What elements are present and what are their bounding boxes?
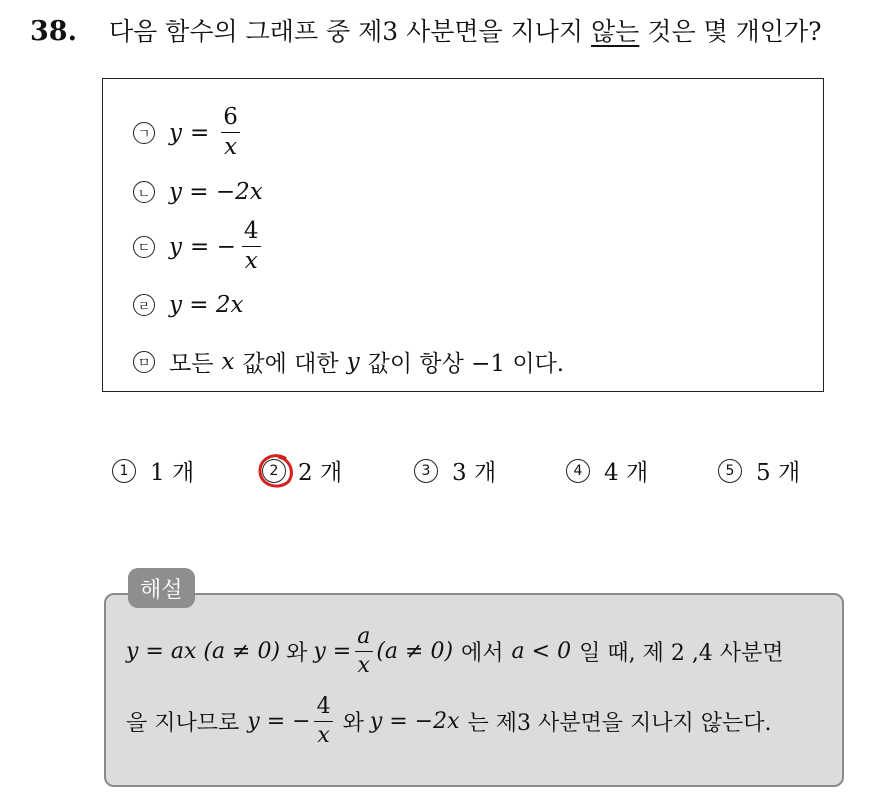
choice-label: 3 개 bbox=[452, 460, 497, 486]
statement-marker: ㅁ bbox=[133, 351, 155, 373]
choice-5[interactable] bbox=[718, 454, 800, 487]
statement-4 bbox=[133, 292, 244, 318]
expl-fraction bbox=[314, 695, 334, 748]
expl-expression: y = ax (a ≠ 0) bbox=[126, 639, 281, 665]
statement-3 bbox=[133, 219, 265, 275]
statement-fraction bbox=[220, 105, 241, 161]
fraction-numerator: 4 bbox=[243, 218, 259, 244]
fraction-denominator: x bbox=[314, 721, 332, 748]
fraction-denominator: x bbox=[355, 651, 373, 678]
expl-text: 와 bbox=[342, 711, 364, 737]
choice-2[interactable] bbox=[262, 454, 342, 487]
statement-eq: = − bbox=[190, 233, 236, 260]
question-heading bbox=[30, 12, 822, 48]
question-text-end: 것은 몇 개인가? bbox=[647, 17, 822, 46]
statement-eq: = bbox=[190, 119, 210, 146]
fraction-denominator: x bbox=[221, 132, 240, 160]
choice-number: 4 bbox=[566, 459, 590, 483]
statement-text: 값이 항상 −1 이다. bbox=[367, 351, 565, 377]
statement-var-y: y bbox=[346, 348, 360, 375]
statement-marker: ㄷ bbox=[133, 236, 155, 258]
fraction-numerator: 6 bbox=[223, 104, 238, 130]
explanation-tab: 해설 bbox=[128, 568, 195, 608]
statements-box bbox=[102, 78, 824, 392]
question-text: 다음 함수의 그래프 중 제3 사분면을 지나지 bbox=[108, 17, 584, 46]
explanation-line-1 bbox=[126, 625, 784, 678]
choice-label: 2 개 bbox=[298, 460, 343, 486]
choice-number bbox=[262, 459, 286, 483]
statement-fraction bbox=[241, 219, 262, 275]
choice-number: 1 bbox=[112, 459, 136, 483]
fraction-denominator: x bbox=[242, 246, 261, 274]
statement-marker: ㄱ bbox=[133, 122, 155, 144]
expl-text: 일 때, 제 2 ,4 사분면 bbox=[579, 641, 784, 667]
choice-number: 3 bbox=[414, 459, 438, 483]
explanation-line-2 bbox=[126, 695, 772, 748]
choice-label: 4 개 bbox=[604, 460, 649, 486]
statement-2 bbox=[133, 179, 263, 205]
expl-expression: a < 0 bbox=[511, 639, 572, 665]
expl-text: 에서 bbox=[461, 641, 504, 667]
statement-text: 모든 bbox=[169, 351, 214, 377]
statement-lhs: y bbox=[169, 119, 182, 146]
expl-expression: y = −2x bbox=[369, 709, 460, 735]
statement-marker: ㄴ bbox=[133, 181, 155, 203]
expl-expression: y = − bbox=[247, 709, 311, 735]
statement-text: 값에 대한 bbox=[242, 351, 339, 377]
answer-choices bbox=[0, 454, 884, 490]
statement-expression: y = −2x bbox=[169, 179, 263, 205]
choice-number: 5 bbox=[718, 459, 742, 483]
expl-fraction bbox=[354, 625, 373, 678]
question-underlined-word: 않는 bbox=[591, 17, 640, 46]
expl-text: 는 제3 사분면을 지나지 않는다. bbox=[467, 711, 772, 737]
statement-var-x: x bbox=[221, 348, 235, 375]
choice-label: 5 개 bbox=[756, 460, 801, 486]
choice-3[interactable] bbox=[414, 454, 496, 487]
choice-1[interactable] bbox=[112, 454, 194, 487]
choice-label: 1 개 bbox=[150, 460, 195, 486]
red-circle-mark-icon bbox=[255, 452, 295, 492]
statement-5 bbox=[133, 345, 564, 378]
question-number: 38. bbox=[30, 16, 77, 47]
expl-expression: y = bbox=[313, 639, 352, 665]
statement-expression: y = 2x bbox=[169, 292, 244, 318]
explanation-box bbox=[104, 593, 844, 787]
statement-marker: ㄹ bbox=[133, 294, 155, 316]
fraction-numerator: a bbox=[357, 624, 371, 649]
choice-number-text: 2 bbox=[269, 462, 279, 479]
statement-1 bbox=[133, 105, 244, 161]
statement-lhs: y bbox=[169, 233, 182, 260]
expl-text: 와 bbox=[286, 641, 308, 667]
expl-text: 을 지나므로 bbox=[126, 711, 240, 737]
choice-4[interactable] bbox=[566, 454, 648, 487]
fraction-numerator: 4 bbox=[316, 694, 331, 719]
expl-expression: (a ≠ 0) bbox=[376, 639, 454, 665]
